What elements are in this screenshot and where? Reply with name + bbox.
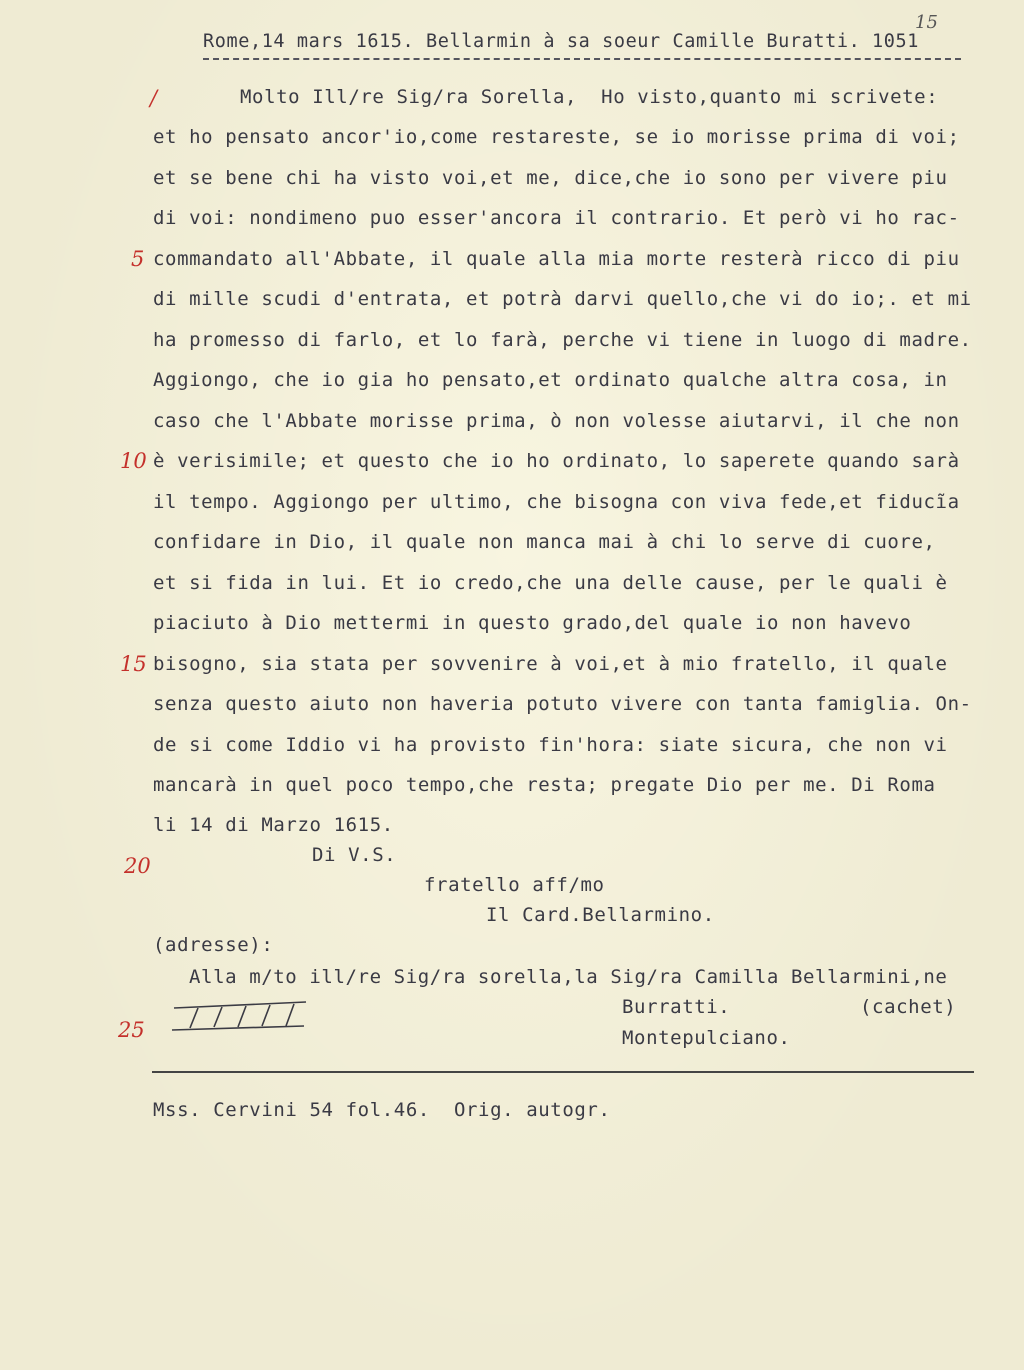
line-number-15: 15 bbox=[120, 652, 147, 676]
letter-line-14: piaciuto à Dio mettermi in questo grado,del quale io non havevo bbox=[153, 612, 912, 634]
letter-line-12: confidare in Dio, il quale non manca mai à chi lo serve di cuore, bbox=[153, 531, 936, 553]
letter-line-17: de si come Iddio vi ha provisto fin'hora: siate sicura, che non vi bbox=[153, 734, 948, 756]
source-reference: Mss. Cervini 54 fol.46. Orig. autogr. bbox=[153, 1099, 611, 1121]
letter-line-4: di voi: nondimeno puo esser'ancora il contrario. Et però vi ho rac- bbox=[153, 207, 960, 229]
letter-line-16: senza questo aiuto non haveria potuto vivere con tanta famiglia. On- bbox=[153, 693, 972, 715]
line-number-25: 25 bbox=[118, 1018, 145, 1042]
letter-line-10: è verisimile; et questo che io ho ordinato, lo saperete quando sarà bbox=[153, 450, 960, 472]
letter-line-1: Molto Ill/re Sig/ra Sorella, Ho visto,quanto mi scrivete: bbox=[240, 86, 939, 108]
letter-line-7: ha promesso di farlo, et lo farà, perche vi tiene in luogo di madre. bbox=[153, 329, 972, 351]
letter-line-19: li 14 di Marzo 1615. bbox=[153, 814, 394, 836]
pencil-page-number: 15 bbox=[915, 12, 938, 33]
address-label: (adresse): bbox=[153, 934, 274, 956]
seal-note: (cachet) bbox=[860, 996, 957, 1018]
closing-relation: fratello aff/mo bbox=[424, 874, 605, 896]
line-number-5: 5 bbox=[131, 247, 145, 271]
line-number-10: 10 bbox=[120, 449, 147, 473]
letter-line-13: et si fida in lui. Et io credo,che una delle cause, per le quali è bbox=[153, 572, 948, 594]
letter-header: Rome,14 mars 1615. Bellarmin à sa soeur Camille Buratti. 1051 bbox=[203, 31, 920, 52]
header-dashed-rule bbox=[203, 58, 961, 60]
address-line-2: Burratti. bbox=[622, 996, 731, 1018]
address-line-3: Montepulciano. bbox=[622, 1027, 791, 1049]
letter-line-2: et ho pensato ancor'io,come restareste, se io morisse prima di voi; bbox=[153, 126, 960, 148]
letter-line-8: Aggiongo, che io gia ho pensato,et ordinato qualche altra cosa, in bbox=[153, 369, 948, 391]
line-number-20: 20 bbox=[124, 854, 151, 878]
letter-line-18: mancarà in quel poco tempo,che resta; pregate Dio per me. Di Roma bbox=[153, 774, 936, 796]
letter-line-6: di mille scudi d'entrata, et potrà darvi quello,che vi do io;. et mi bbox=[153, 288, 972, 310]
letter-line-9: caso che l'Abbate morisse prima, ò non volesse aiutarvi, il che non bbox=[153, 410, 960, 432]
footer-rule bbox=[152, 1071, 974, 1073]
letter-line-11: il tempo. Aggiongo per ultimo, che bisogna con viva fede,et fiducĩa bbox=[153, 491, 960, 513]
letter-line-15: bisogno, sia stata per sovvenire à voi,et à mio fratello, il quale bbox=[153, 653, 948, 675]
pencil-strike-mark bbox=[170, 996, 310, 1036]
line-number-1: / bbox=[150, 86, 158, 110]
closing-signature: Il Card.Bellarmino. bbox=[486, 904, 715, 926]
address-line-1: Alla m/to ill/re Sig/ra sorella,la Sig/ra Camilla Bellarmini,ne bbox=[189, 966, 948, 988]
letter-line-5: commandato all'Abbate, il quale alla mia morte resterà ricco di piu bbox=[153, 248, 960, 270]
letter-line-3: et se bene chi ha visto voi,et me, dice,che io sono per vivere piu bbox=[153, 167, 948, 189]
closing-salutation: Di V.S. bbox=[312, 844, 397, 866]
